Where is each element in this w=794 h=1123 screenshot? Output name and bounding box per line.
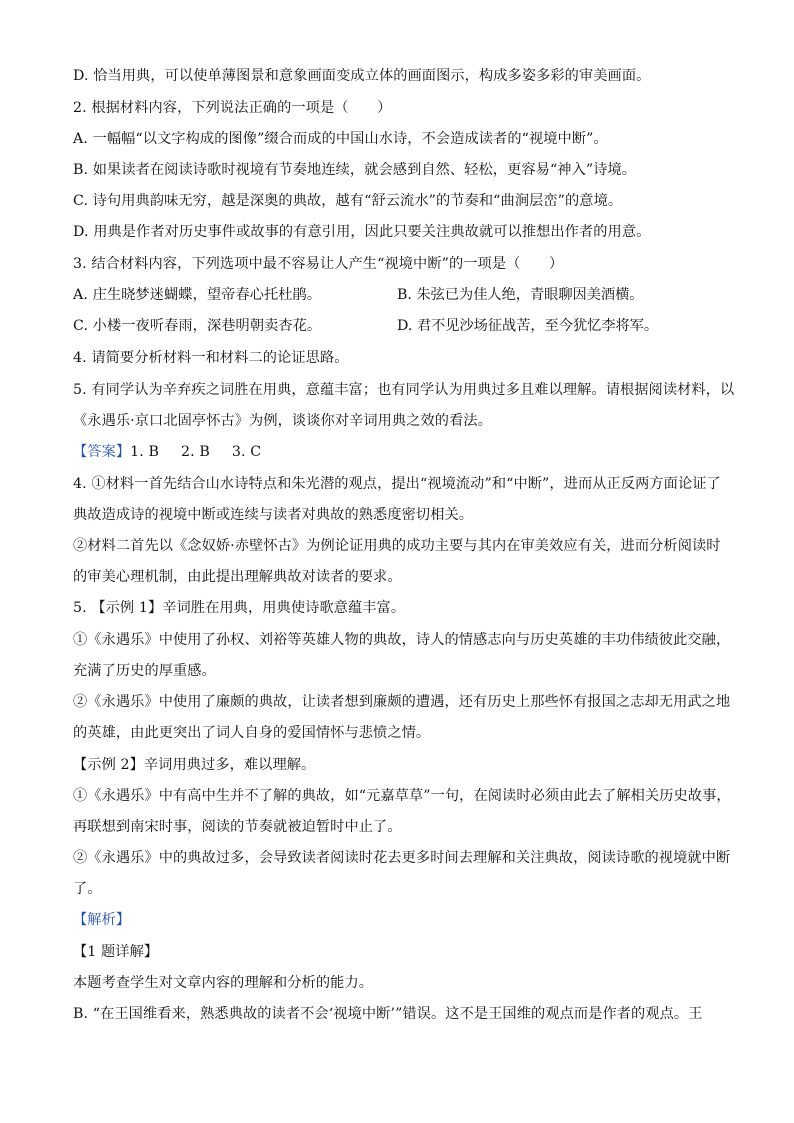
question-5-line-1: 5. 有同学认为辛弃疾之词胜在用典，意蕴丰富；也有同学认为用典过多且难以理解。请根据阅读材料，以 xyxy=(73,382,735,398)
option-1d: D. 恰当用典，可以使单薄图景和意象画面变成立体的画面图示，构成多姿多彩的审美画面。 xyxy=(73,68,651,84)
question-3-option-c: C. 小楼一夜听春雨，深巷明朝卖杏花。 xyxy=(73,318,322,334)
answer-5-line-7: ①《永遇乐》中有高中生并不了解的典故，如“元嘉草草”一句，在阅读时必须由此去了解相关历史故事， xyxy=(73,788,731,804)
question-2-option-a: A. 一幅幅“以文字构成的图像”缀合而成的中国山水诗，不会造成读者的“视境中断”。 xyxy=(73,131,608,147)
answer-4-line-1: 4. ①材料一首先结合山水诗特点和朱光潜的观点，提出“视境流动”和“中断”，进而从正反两方面论证了 xyxy=(73,476,721,492)
answer-label: 【答案】 xyxy=(73,444,131,460)
answer-5-line-4: ②《永遇乐》中使用了廉颇的典故，让读者想到廉颇的遭遇，还有历史上那些怀有报国之志却无用武之地 xyxy=(73,694,731,710)
answer-5-line-9: ②《永遇乐》中的典故过多，会导致读者阅读时花去更多时间去理解和关注典故，阅读诗歌的视境就中断 xyxy=(73,850,731,866)
answer-5-line-2: ①《永遇乐》中使用了孙权、刘裕等英雄人物的典故，诗人的情感志向与历史英雄的丰功伟绩彼此交融， xyxy=(73,632,731,648)
question-2-stem: 2. 根据材料内容，下列说法正确的一项是（ ） xyxy=(73,100,392,116)
answer-5-line-8: 再联想到南宋时事，阅读的节奏就被迫暂时中止了。 xyxy=(73,819,402,835)
answer-2: 2. B xyxy=(181,444,210,460)
detail-line-1: 本题考查学生对文章内容的理解和分析的能力。 xyxy=(73,975,374,991)
answer-5-line-5: 的英雄，由此更突出了词人自身的爱国情怀与悲愤之情。 xyxy=(73,725,431,741)
question-3-option-d: D. 君不见沙场征战苦，至今犹忆李将军。 xyxy=(397,318,659,334)
question-3-option-a: A. 庄生晓梦迷蝴蝶，望帝春心托杜鹃。 xyxy=(73,287,322,303)
answer-5-line-1: 5. 【示例 1】辛词胜在用典，用典使诗歌意蕴丰富。 xyxy=(73,600,406,616)
question-2-option-d: D. 用典是作者对历史事件或故事的有意引用，因此只要关注典故就可以推想出作者的用意。 xyxy=(73,224,651,240)
question-3-option-b: B. 朱弦已为佳人绝，青眼聊因美酒横。 xyxy=(397,287,644,303)
answer-5-line-3: 充满了历史的厚重感。 xyxy=(73,663,216,679)
answer-4-line-3: ②材料二首先以《念奴娇·赤壁怀古》为例论证用典的成功主要与其内在审美效应有关，进而分析阅读时 xyxy=(73,538,721,554)
answer-3: 3. C xyxy=(231,444,262,460)
answer-4-line-4: 的审美心理机制，由此提出理解典故对读者的要求。 xyxy=(73,569,402,585)
question-2-option-c: C. 诗句用典韵味无穷，越是深奥的典故，越有“舒云流水”的节奏和“曲涧层峦”的意境。 xyxy=(73,193,623,209)
answer-row xyxy=(73,442,261,462)
answer-5-line-10: 了。 xyxy=(73,881,102,897)
detail-line-2: B. “在王国维看来，熟悉典故的读者不会‘视境中断’”错误。这不是王国维的观点而是作者的观点。王 xyxy=(73,1006,703,1022)
question-5-line-2: 《永遇乐·京口北固亭怀古》为例，谈谈你对辛词用典之效的看法。 xyxy=(73,413,492,429)
analysis-label: 【解析】 xyxy=(73,912,131,928)
question-2-option-b: B. 如果读者在阅读诗歌时视境有节奏地连续，就会感到自然、轻松，更容易“神入”诗境。 xyxy=(73,162,637,178)
answer-4-line-2: 典故造成诗的视境中断或连续与读者对典故的熟悉度密切相关。 xyxy=(73,507,474,523)
detail-heading: 【1 题详解】 xyxy=(73,944,159,960)
answer-5-line-6: 【示例 2】辛词用典过多，难以理解。 xyxy=(73,757,316,773)
answer-1: 1. B xyxy=(130,444,160,460)
question-3-stem: 3. 结合材料内容，下列选项中最不容易让人产生“视境中断”的一项是（ ） xyxy=(73,256,564,272)
question-4: 4. 请简要分析材料一和材料二的论证思路。 xyxy=(73,350,349,366)
